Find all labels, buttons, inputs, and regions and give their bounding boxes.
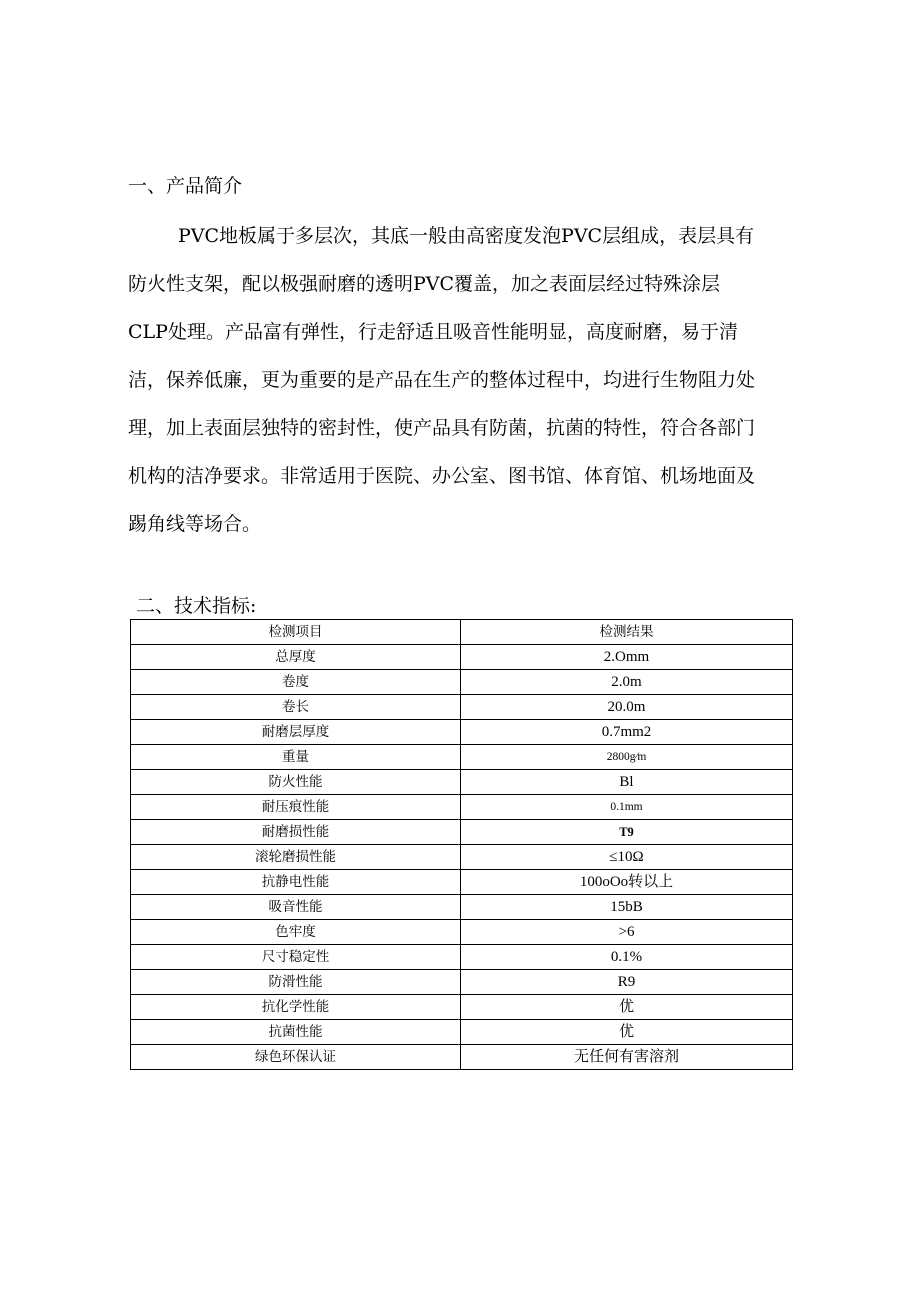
- table-row: [131, 945, 793, 970]
- paragraph-line: 理，加上表面层独特的密封性，使产品具有防菌，抗菌的特性，符合各部门: [128, 417, 756, 439]
- row-item: 卷度: [131, 670, 461, 695]
- table-row: [131, 920, 793, 945]
- paragraph-line: 踢角线等场合。: [128, 513, 262, 535]
- table-row: [131, 795, 793, 820]
- row-result: 2.Omm: [461, 645, 793, 670]
- row-result: 0.1%: [461, 945, 793, 970]
- row-result: 2.0m: [461, 670, 793, 695]
- table-row: [131, 895, 793, 920]
- row-result: 100oOo转以上: [461, 870, 793, 895]
- row-result: T9: [461, 820, 793, 845]
- row-item: 吸音性能: [131, 895, 461, 920]
- row-item: 绿色环保认证: [131, 1045, 461, 1070]
- technical-spec-table: [130, 619, 793, 1070]
- table-row: [131, 695, 793, 720]
- table-row: [131, 820, 793, 845]
- table-row: [131, 845, 793, 870]
- row-result: Bl: [461, 770, 793, 795]
- row-item: 防滑性能: [131, 970, 461, 995]
- row-result: 0.7mm2: [461, 720, 793, 745]
- row-item: 抗静电性能: [131, 870, 461, 895]
- row-item: 抗菌性能: [131, 1020, 461, 1045]
- row-item: 色牢度: [131, 920, 461, 945]
- product-intro-paragraph: [128, 222, 796, 558]
- table-row: [131, 870, 793, 895]
- header-item: 检测项目: [131, 620, 461, 645]
- row-result: 20.0m: [461, 695, 793, 720]
- row-item: 防火性能: [131, 770, 461, 795]
- row-item: 耐磨损性能: [131, 820, 461, 845]
- row-result: ≤10Ω: [461, 845, 793, 870]
- header-result: 检测结果: [461, 620, 793, 645]
- section-1-heading: 一、产品简介: [128, 175, 243, 197]
- row-item: 尺寸稳定性: [131, 945, 461, 970]
- table-row: [131, 645, 793, 670]
- table-row: [131, 670, 793, 695]
- paragraph-line: PVC地板属于多层次，其底一般由高密度发泡PVC层组成，表层具有: [178, 225, 755, 247]
- row-item: 抗化学性能: [131, 995, 461, 1020]
- paragraph-line: 机构的洁净要求。非常适用于医院、办公室、图书馆、体育馆、机场地面及: [128, 465, 756, 487]
- table-row: [131, 770, 793, 795]
- table-row: [131, 970, 793, 995]
- row-result: 无任何有害溶剂: [461, 1045, 793, 1070]
- table-row: [131, 1020, 793, 1045]
- row-result: 0.1mm: [461, 795, 793, 820]
- row-result: 15bB: [461, 895, 793, 920]
- row-item: 滚轮磨损性能: [131, 845, 461, 870]
- row-item: 耐压痕性能: [131, 795, 461, 820]
- table-row: [131, 720, 793, 745]
- paragraph-line: 洁，保养低廉，更为重要的是产品在生产的整体过程中，均进行生物阻力处: [128, 369, 756, 391]
- table-row: [131, 1045, 793, 1070]
- table-row: [131, 995, 793, 1020]
- row-item: 耐磨层厚度: [131, 720, 461, 745]
- row-item: 重量: [131, 745, 461, 770]
- section-2-heading: 二、技术指标:: [136, 595, 257, 617]
- row-result: 2800g∕m: [461, 745, 793, 770]
- row-item: 总厚度: [131, 645, 461, 670]
- table-header-row: [131, 620, 793, 645]
- row-result: 优: [461, 1020, 793, 1045]
- row-result: >6: [461, 920, 793, 945]
- row-result: 优: [461, 995, 793, 1020]
- table-row: [131, 745, 793, 770]
- row-item: 卷长: [131, 695, 461, 720]
- paragraph-line: 防火性支架，配以极强耐磨的透明PVC覆盖，加之表面层经过特殊涂层: [128, 273, 721, 295]
- row-result: R9: [461, 970, 793, 995]
- paragraph-line: CLP处理。产品富有弹性，行走舒适且吸音性能明显，高度耐磨，易于清: [128, 321, 738, 343]
